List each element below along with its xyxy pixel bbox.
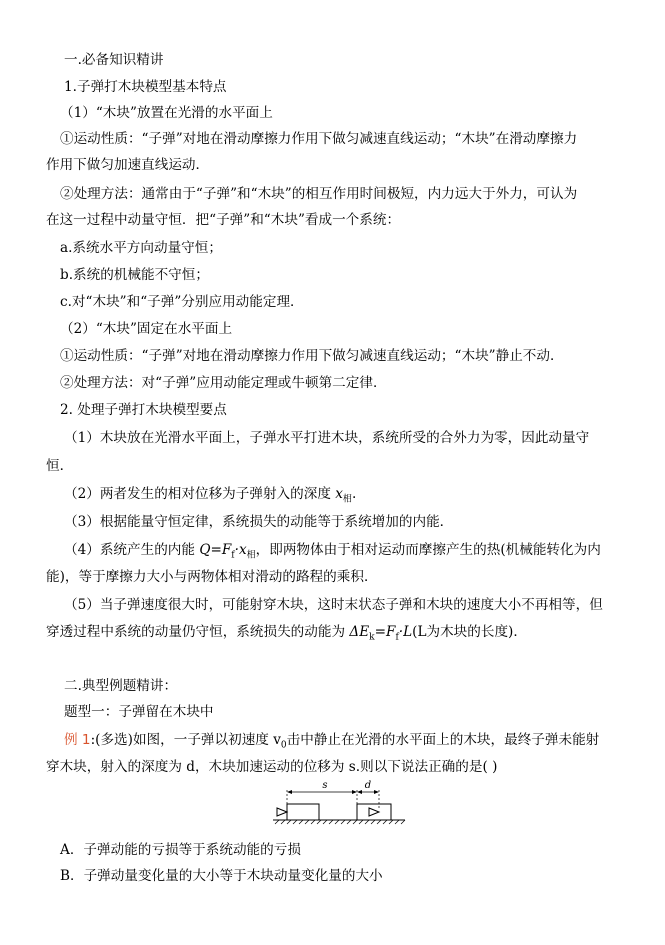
case2-method: ②处理方法：对“子弹”应用动能定理或牛顿第二定律． <box>60 375 387 391</box>
case1-motion-line1: ①运动性质：“子弹”对地在滑动摩擦力作用下做匀减速直线运动；“木块”在滑动摩擦力 <box>60 131 578 147</box>
point2-subscript: 相 <box>342 494 352 505</box>
option-b: B．子弹动量变化量的大小等于木块动量变化量的大小 <box>60 868 383 884</box>
point1-line1: （1）木块放在光滑水平面上，子弹水平打进木块，系统所受的合外力为零，因此动量守 <box>64 430 590 446</box>
bullet-initial <box>277 808 287 816</box>
point2-text: （2）两者发生的相对位移为子弹射入的深度 <box>64 486 336 502</box>
case1-motion-line2: 作用下做匀加速直线运动． <box>46 157 210 173</box>
point5-line2 <box>46 622 665 648</box>
section1-subheading-2: 2. 处理子弹打木块模型要点 <box>60 402 227 418</box>
bullet-final <box>369 808 379 816</box>
point1-line2: 恒． <box>46 458 74 474</box>
point5-formula-l: ·L <box>398 624 413 640</box>
case1-title: （1）“木块”放置在光滑的水平面上 <box>60 105 273 121</box>
point5-prefix: 穿透过程中系统的动量仍守恒，系统损失的动能为 <box>46 624 350 640</box>
section1-subheading-1: 1.子弹打木块模型基本特点 <box>64 79 227 95</box>
point2-end: . <box>351 486 357 502</box>
case1-method-line1: ②处理方法：通常由于“子弹”和“木块”的相互作用时间极短，内力远大于外力，可认为 <box>60 186 578 202</box>
point4-formula: Q=F <box>199 542 232 558</box>
point4-line1 <box>64 540 665 566</box>
option-a: A．子弹动能的亏损等于系统动能的亏损 <box>60 842 301 858</box>
point5-f-subscript: f <box>395 632 399 643</box>
section2-heading: 二.典型例题精讲： <box>64 678 178 694</box>
point4-formula-x: ·x <box>234 542 247 558</box>
point5-e-subscript: k <box>369 632 375 643</box>
point4-f-subscript: f <box>231 550 235 561</box>
case2-motion: ①运动性质：“子弹”对地在滑动摩擦力作用下做匀减速直线运动；“木块”静止不动． <box>60 348 564 364</box>
case1-method-line2: 在这一过程中动量守恒．把“子弹”和“木块”看成一个系统： <box>46 212 401 228</box>
block-initial <box>287 804 319 820</box>
point5-formula: ΔE <box>349 624 370 640</box>
point3: （3）根据能量守恒定律，系统损失的动能等于系统增加的内能． <box>64 514 454 530</box>
ground-hatching <box>275 820 405 824</box>
example1-line2: 穿木块，射入的深度为 d，木块加速运动的位移为 s.则以下说法正确的是( ) <box>46 759 498 775</box>
point4-x-subscript: 相 <box>246 550 256 561</box>
section1-heading: 一.必备知识精讲 <box>64 52 164 68</box>
point5-line1: （5）当子弹速度很大时，可能射穿木块，这时末状态子弹和木块的速度大小不再相等，但 <box>64 597 603 613</box>
point4-line2: 能)，等于摩擦力大小与两物体相对滑动的路程的乘积． <box>46 569 378 585</box>
point4-suffix: ，即两物体由于相对运动而摩擦产生的热(机械能转化为内 <box>255 542 601 558</box>
figure-label-s: s <box>322 780 328 791</box>
point2-variable: x <box>335 486 343 502</box>
block-final <box>357 804 391 820</box>
example1-v-subscript: 0 <box>280 740 287 751</box>
bullet-block-figure <box>255 780 415 830</box>
point4-prefix: （4）系统产生的内能 <box>64 542 200 558</box>
example1-text-b: 击中静止在光滑的水平面上的木块，最终子弹未能射 <box>286 732 600 748</box>
type1-heading: 题型一：子弹留在木块中 <box>64 704 214 720</box>
item-a: a.系统水平方向动量守恒； <box>60 240 222 256</box>
case2-title: （2）“木块”固定在水平面上 <box>60 321 233 337</box>
example1-line1 <box>64 730 665 756</box>
example1-label: 例 1 <box>64 732 91 748</box>
example1-text-a: :(多选)如图，一子弹以初速度 v <box>90 732 281 748</box>
point2 <box>64 484 665 510</box>
point5-formula-eq: =F <box>374 624 396 640</box>
point5-suffix: (L为木块的长度)． <box>412 624 527 640</box>
item-b: b.系统的机械能不守恒； <box>60 267 209 283</box>
figure-label-d: d <box>364 780 372 791</box>
item-c: c.对“木块”和“子弹”分别应用动能定理． <box>60 294 304 310</box>
